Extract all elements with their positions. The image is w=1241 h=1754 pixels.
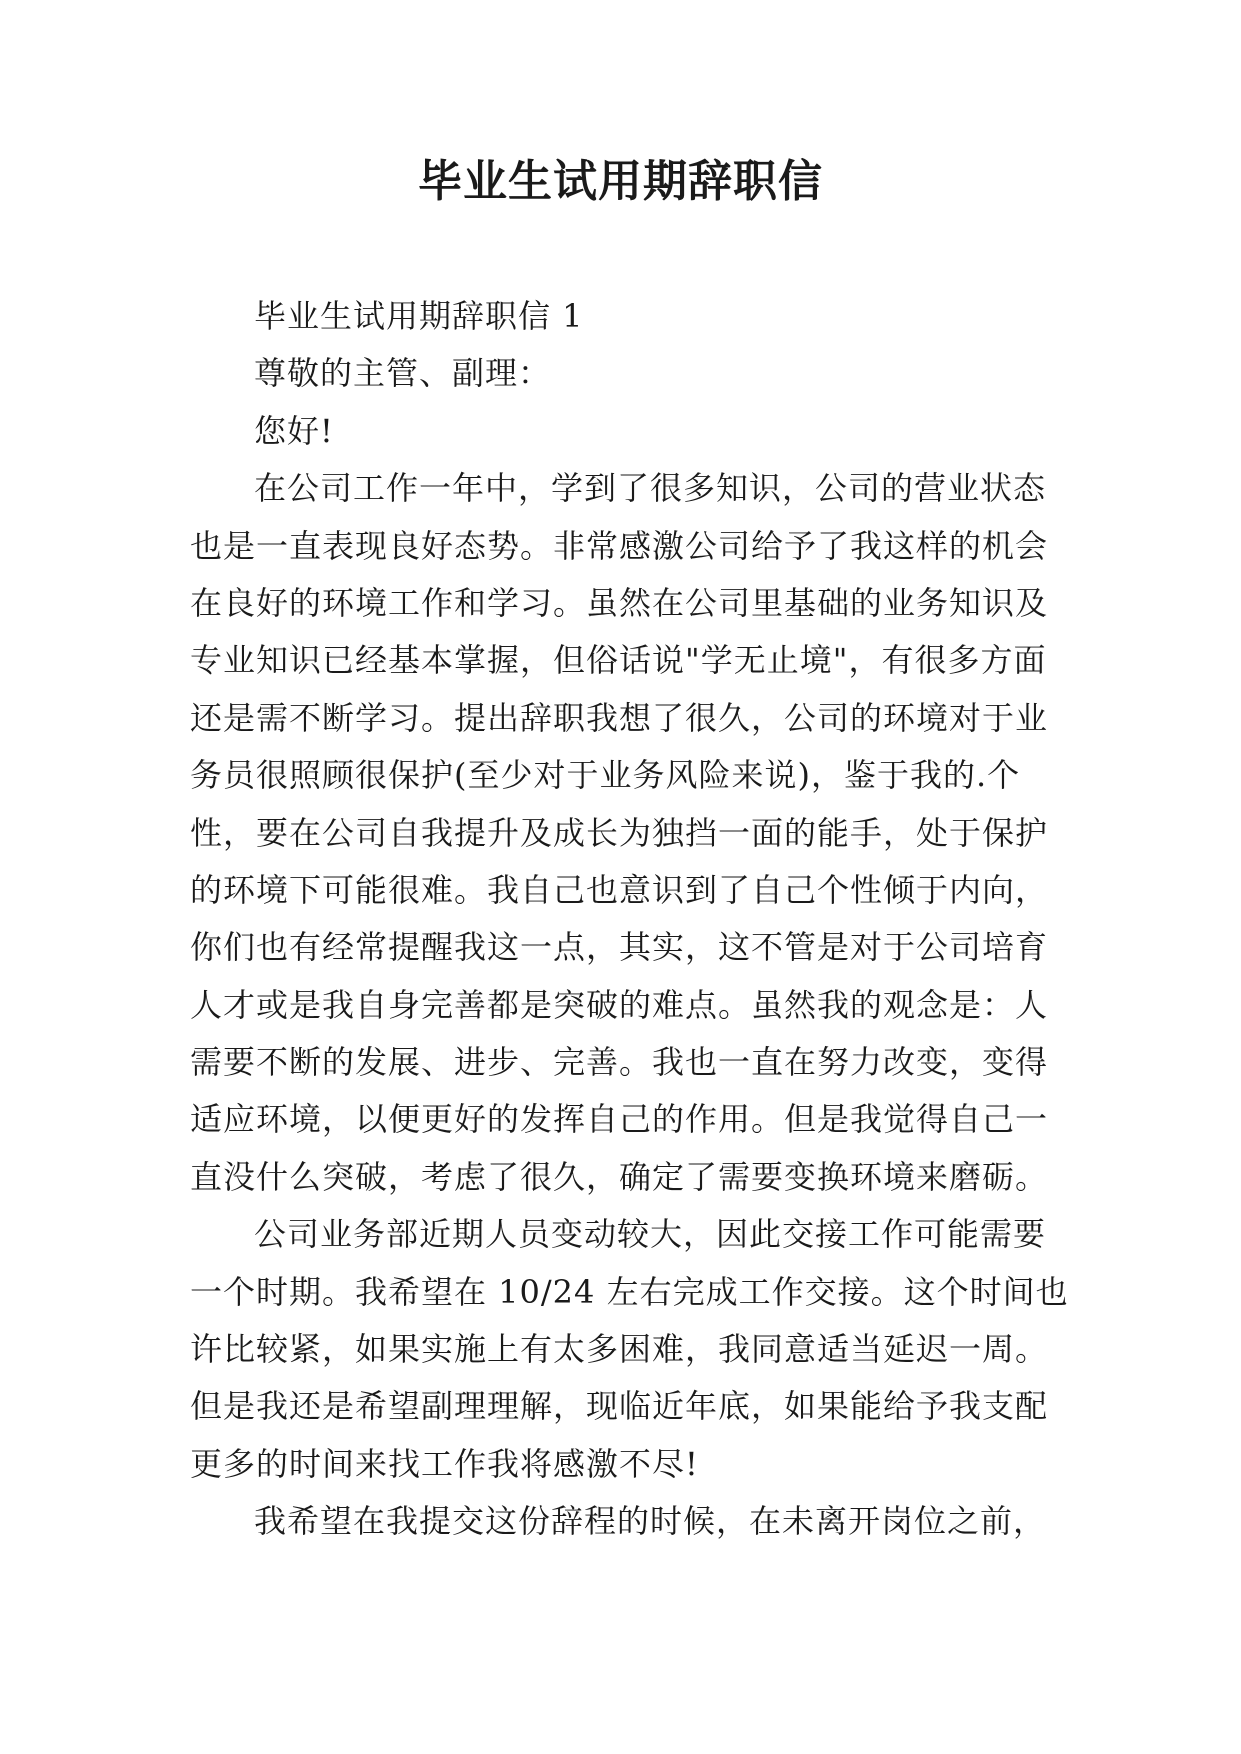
body-line: 性，要在公司自我提升及成长为独挡一面的能手，处于保护 (190, 813, 1049, 852)
document-title: 毕业生试用期辞职信 (418, 156, 823, 207)
body-line: 一个时期。我希望在 10/24 左右完成工作交接。这个时间也 (190, 1272, 1069, 1311)
body-line: 尊敬的主管、副理： (254, 354, 552, 393)
body-line: 还是需不断学习。提出辞职我想了很久，公司的环境对于业 (190, 698, 1049, 737)
body-line: 适应环境，以便更好的发挥自己的作用。但是我觉得自己一 (190, 1100, 1049, 1139)
document-body (190, 288, 1069, 1551)
body-line: 更多的时间来找工作我将感激不尽! (190, 1444, 699, 1483)
body-line: 直没什么突破，考虑了很久，确定了需要变换环境来磨砺。 (190, 1157, 1049, 1196)
body-line: 需要不断的发展、进步、完善。我也一直在努力改变，变得 (190, 1043, 1049, 1082)
body-line: 专业知识已经基本掌握，但俗话说"学无止境"，有很多方面 (190, 641, 1047, 680)
body-line: 在良好的环境工作和学习。虽然在公司里基础的业务知识及 (190, 583, 1049, 622)
body-line: 也是一直表现良好态势。非常感激公司给予了我这样的机会 (190, 526, 1049, 565)
body-line: 公司业务部近期人员变动较大，因此交接工作可能需要 (254, 1215, 1047, 1254)
body-line: 你们也有经常提醒我这一点，其实，这不管是对于公司培育 (190, 928, 1049, 967)
body-line: 但是我还是希望副理理解，现临近年底，如果能给予我支配 (190, 1387, 1049, 1426)
body-line: 许比较紧，如果实施上有太多困难，我同意适当延迟一周。 (190, 1330, 1049, 1369)
body-line: 我希望在我提交这份辞程的时候，在未离开岗位之前， (254, 1502, 1047, 1541)
body-line: 毕业生试用期辞职信 1 (254, 297, 584, 335)
body-line: 在公司工作一年中，学到了很多知识，公司的营业状态 (254, 469, 1047, 508)
body-line: 的环境下可能很难。我自己也意识到了自己个性倾于内向， (190, 870, 1049, 909)
body-line: 您好! (254, 411, 334, 450)
body-line: 务员很照顾很保护(至少对于业务风险来说)，鉴于我的.个 (190, 756, 1021, 795)
body-line: 人才或是我自身完善都是突破的难点。虽然我的观念是：人 (190, 985, 1049, 1024)
